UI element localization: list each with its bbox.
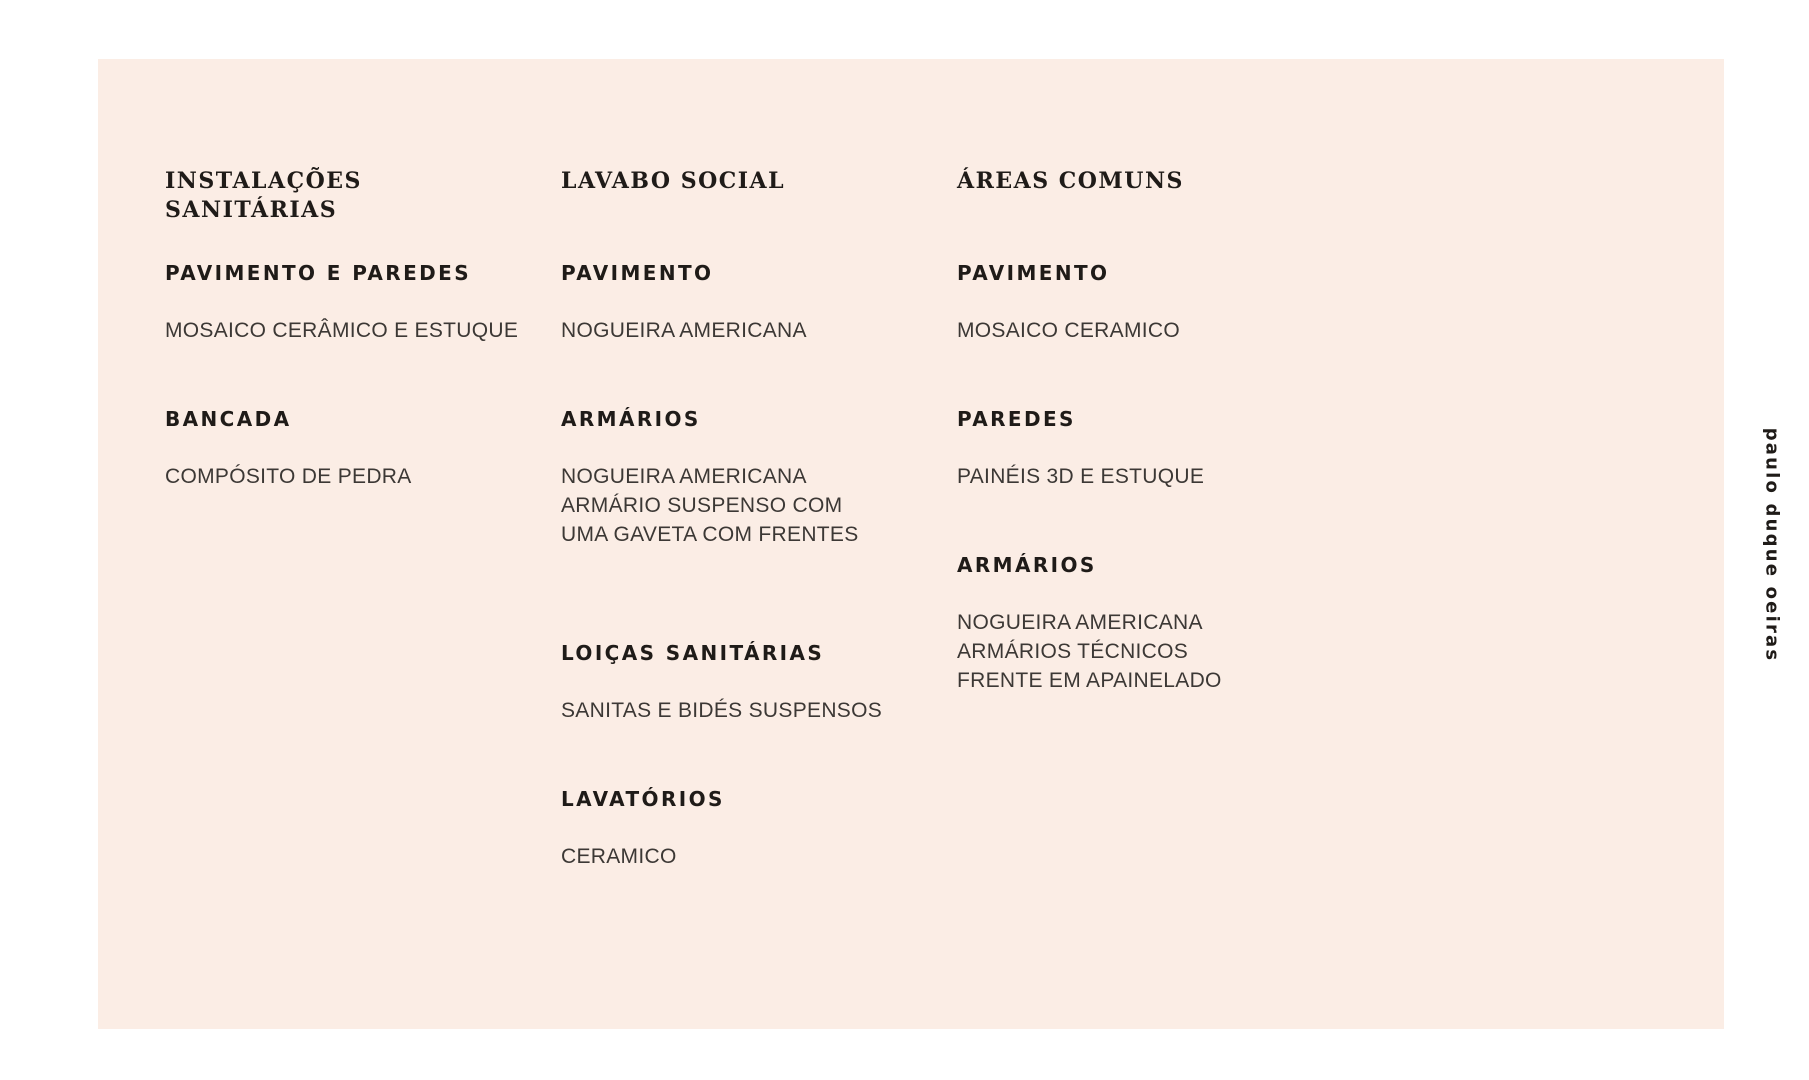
column-title-line: SANITÁRIAS — [165, 197, 338, 223]
section-armarios — [561, 405, 941, 549]
section-armarios — [957, 551, 1337, 695]
column-title-line: ÁREAS COMUNS — [957, 168, 1184, 194]
section-body-line: SANITAS E BIDÉS SUSPENSOS — [561, 699, 883, 722]
section-pavimento — [957, 259, 1337, 345]
vertical-signature: paulo duque oeiras — [1761, 427, 1783, 663]
section-body — [561, 462, 941, 549]
section-body-line: CERAMICO — [561, 845, 677, 868]
section-body-line: NOGUEIRA AMERICANA — [957, 611, 1203, 634]
section-body — [957, 316, 1337, 345]
section-body-line: FRENTE EM APAINELADO — [957, 669, 1222, 692]
section-body-line: MOSAICO CERÂMICO E ESTUQUE — [165, 319, 519, 342]
section-loicas-sanitarias — [561, 639, 941, 725]
section-heading: PAREDES — [957, 407, 1076, 431]
section-lavatorios — [561, 785, 941, 871]
section-heading: PAVIMENTO E PAREDES — [165, 261, 472, 285]
section-heading: ARMÁRIOS — [957, 553, 1097, 577]
section-heading: ARMÁRIOS — [561, 407, 701, 431]
column-title-line: LAVABO SOCIAL — [561, 168, 786, 194]
section-body — [165, 316, 545, 345]
column-title — [561, 167, 785, 196]
section-pavimento — [561, 259, 941, 345]
section-bancada — [165, 405, 545, 491]
section-body-line: NOGUEIRA AMERICANA — [561, 465, 807, 488]
section-heading: LAVATÓRIOS — [561, 787, 725, 811]
section-body — [561, 696, 941, 725]
column-title-line: INSTALAÇÕES — [165, 168, 362, 194]
section-paredes — [957, 405, 1337, 491]
section-body-line: PAINÉIS 3D E ESTUQUE — [957, 465, 1205, 488]
section-heading: BANCADA — [165, 407, 292, 431]
section-heading: PAVIMENTO — [957, 261, 1110, 285]
section-heading: PAVIMENTO — [561, 261, 714, 285]
section-body-line: ARMÁRIOS TÉCNICOS — [957, 640, 1189, 663]
section-body-line: COMPÓSITO DE PEDRA — [165, 465, 412, 488]
section-body-line: MOSAICO CERAMICO — [957, 319, 1180, 342]
column-title — [957, 167, 1184, 196]
section-body-line: NOGUEIRA AMERICANA — [561, 319, 807, 342]
section-body — [561, 842, 941, 871]
column-title — [165, 167, 362, 225]
content-panel — [98, 59, 1724, 1029]
section-body — [165, 462, 545, 491]
section-pavimento-e-paredes — [165, 259, 545, 345]
section-body — [561, 316, 941, 345]
section-body-line: UMA GAVETA COM FRENTES — [561, 523, 859, 546]
section-body-line: ARMÁRIO SUSPENSO COM — [561, 494, 843, 517]
section-heading: LOIÇAS SANITÁRIAS — [561, 641, 825, 665]
section-body — [957, 608, 1337, 695]
section-body — [957, 462, 1337, 491]
